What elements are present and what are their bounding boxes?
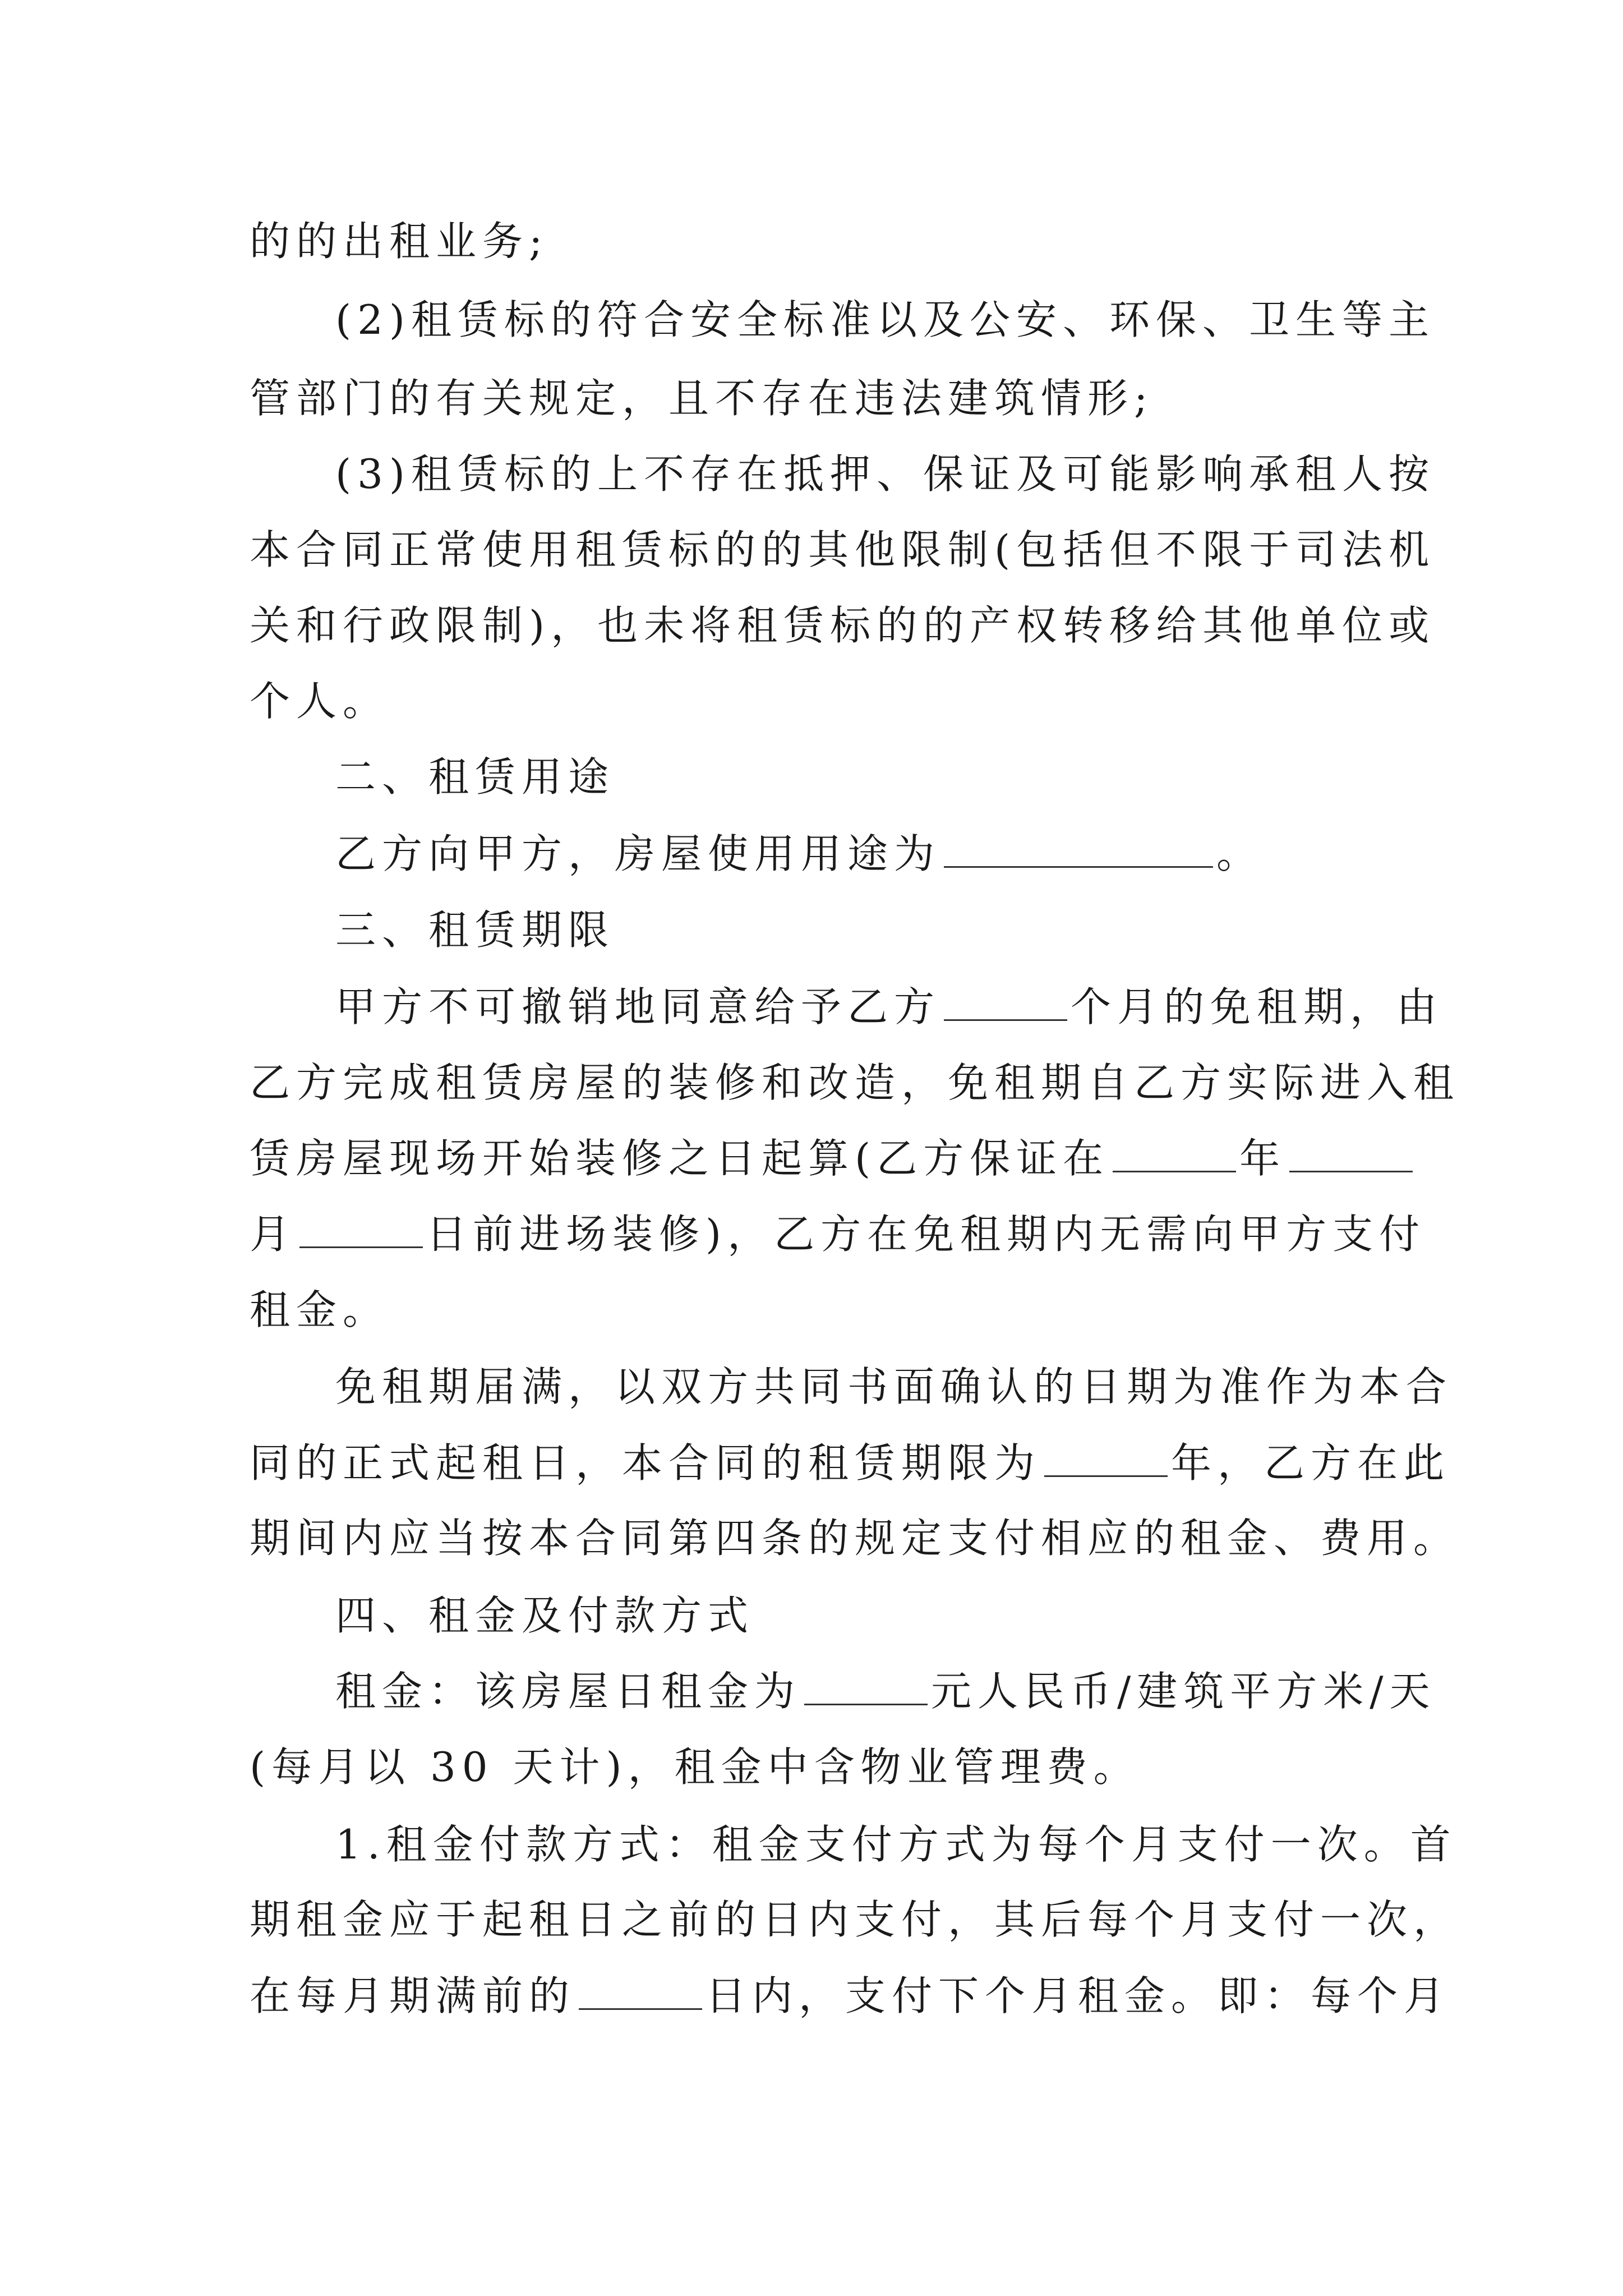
text-span: (2)租赁标的符合安全标准以及公安、环保、卫生等主 — [335, 296, 1435, 343]
section-heading — [335, 896, 615, 964]
text-line — [250, 1200, 1426, 1268]
text-span: 个月的免租期，由 — [1071, 983, 1444, 1030]
fill-in-blank[interactable] — [1044, 1441, 1168, 1477]
text-span: (3)租赁标的上不存在抵押、保证及可能影响承租人按 — [335, 450, 1435, 498]
text-line — [250, 1886, 1460, 1953]
text-line — [250, 592, 1435, 659]
text-span: 乙方向甲方，房屋使用用途为 — [335, 830, 941, 877]
text-line — [335, 973, 1443, 1041]
section-heading — [335, 1582, 754, 1649]
text-span: 的的出租业务; — [250, 218, 549, 265]
text-span: 期租金应于起租日之前的日内支付，其后每个月支付一次， — [250, 1896, 1460, 1943]
text-span: 租金。 — [250, 1286, 390, 1333]
text-span: 同的正式起租日，本合同的租赁期限为 — [250, 1439, 1041, 1487]
text-line — [250, 365, 1154, 432]
text-span: 本合同正常使用租赁标的的其他限制(包括但不限于司法机 — [250, 526, 1436, 573]
text-span: 日前进场装修)，乙方在免租期内无需向甲方支付 — [426, 1211, 1426, 1258]
text-line — [335, 1658, 1436, 1725]
text-line — [250, 1049, 1460, 1116]
text-span: 甲方不可撤销地同意给予乙方 — [335, 983, 941, 1030]
text-span: 四、租金及付款方式 — [335, 1592, 755, 1639]
text-line — [335, 1811, 1457, 1878]
fill-in-blank[interactable] — [299, 1212, 423, 1248]
fill-in-blank[interactable] — [944, 831, 1213, 868]
text-line — [335, 286, 1435, 353]
text-span: 在每月期满前的 — [250, 1972, 576, 2019]
text-line — [335, 440, 1435, 508]
fill-in-blank[interactable] — [804, 1669, 928, 1705]
text-line — [250, 1276, 389, 1343]
text-line — [250, 1733, 1140, 1801]
text-span: 1.租金付款方式：租金支付方式为每个月支付一次。首 — [335, 1821, 1457, 1868]
text-span: (每月以 30 天计)，租金中含物业管理费。 — [250, 1743, 1140, 1791]
text-span: 赁房屋现场开始装修之日起算(乙方保证在 — [250, 1135, 1110, 1182]
fill-in-blank[interactable] — [1289, 1136, 1413, 1172]
section-heading — [335, 743, 615, 811]
text-line — [250, 1429, 1450, 1497]
text-span: 月 — [250, 1211, 297, 1258]
text-line — [250, 1962, 1450, 2030]
text-span: 租金：该房屋日租金为 — [335, 1668, 801, 1715]
fill-in-blank[interactable] — [944, 984, 1067, 1021]
text-line — [250, 208, 548, 275]
text-span: 期间内应当按本合同第四条的规定支付相应的租金、费用。 — [250, 1515, 1460, 1562]
text-line — [335, 820, 1263, 887]
text-span: 年，乙方在此 — [1171, 1439, 1451, 1487]
text-line — [250, 668, 389, 735]
text-line — [250, 516, 1435, 583]
text-span: 元人民币/建筑平方米/天 — [931, 1668, 1436, 1715]
fill-in-blank[interactable] — [1113, 1136, 1236, 1172]
fill-in-blank[interactable] — [579, 1973, 702, 2010]
text-span: 年 — [1239, 1135, 1287, 1182]
text-span: 管部门的有关规定，且不存在违法建筑情形; — [250, 375, 1154, 422]
text-span: 免租期届满，以双方共同书面确认的日期为准作为本合 — [335, 1363, 1453, 1410]
text-span: 。 — [1216, 830, 1264, 877]
text-span: 三、租赁期限 — [335, 907, 615, 954]
text-line — [335, 1353, 1453, 1420]
text-span: 日内，支付下个月租金。即：每个月 — [706, 1972, 1451, 2019]
text-span: 关和行政限制)，也未将租赁标的的产权转移给其他单位或 — [250, 602, 1436, 649]
text-line — [250, 1504, 1460, 1572]
text-span: 二、租赁用途 — [335, 753, 615, 800]
text-span: 个人。 — [250, 678, 390, 725]
text-line — [250, 1125, 1416, 1192]
text-span: 乙方完成租赁房屋的装修和改造，免租期自乙方实际进入租 — [250, 1059, 1460, 1106]
